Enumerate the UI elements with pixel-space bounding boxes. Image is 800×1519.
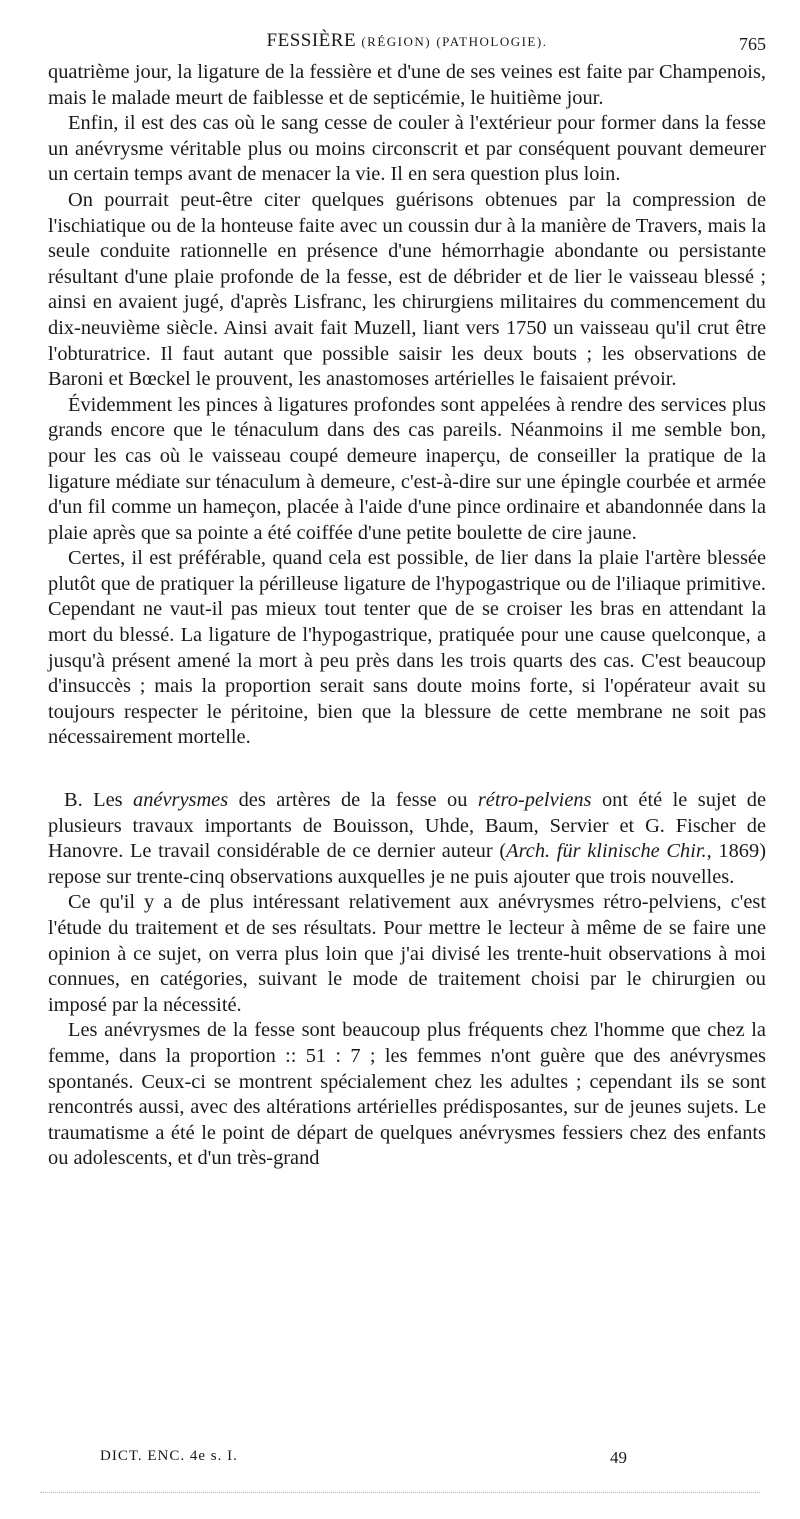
running-header bbox=[48, 30, 766, 58]
paragraph-3: On pourrait peut-être citer quelques guérisons obtenues par la compression de l'ischiatique ou de la honteuse faite avec un coussin dur à la manière de Travers, mais la seule conduite rationnelle en présence d'une hémorrhagie abondante ou persistante résultant d'une plaie profonde de la fesse, est de débrider et de lier le vaisseau blessé ; ainsi en avaient jugé, d'après Lisfranc, les chirurgiens militaires du commencement du dix-neuvième siècle. Ainsi avait fait Muzell, liant vers 1750 un vaisseau qu'il crut être l'obturatrice. Il faut autant que possible saisir les deux bouts ; les observations de Baroni et Bœckel le prouvent, les anastomoses artérielles le faisaient prévoir. bbox=[48, 188, 766, 391]
paragraph-7: Ce qu'il y a de plus intéressant relativement aux anévrysmes rétro-pelviens, c'est l'étude du traitement et de ses résultats. Pour mettre le lecteur à même de se faire une opinion à ce sujet, on verra plus loin que j'ai divisé les trente-huit observations à moi connues, en catégories, suivant le mode de traitement choisi par le chirurgien ou imposé par la nécessité. bbox=[48, 891, 766, 1016]
header-title-main: FESSIÈRE bbox=[266, 30, 357, 51]
p6-italic-retro-pelviens: rétro-pelviens bbox=[477, 789, 592, 812]
page-number: 765 bbox=[739, 34, 766, 54]
paragraph-6-section-b bbox=[48, 788, 766, 890]
header-title bbox=[48, 30, 766, 52]
paragraph-2: Enfin, il est des cas où le sang cesse de couler à l'extérieur pour former dans la fesse un anévrysme véritable plus ou moins circonscrit et par conséquent pouvant demeurer un certain temps avant de menacer la vie. Il en sera question plus loin. bbox=[48, 112, 766, 186]
paragraph-8: Les anévrysmes de la fesse sont beaucoup plus fréquents chez l'homme que chez la femme, dans la proportion :: 51 : 7 ; les femmes n'ont guère que des anévrysmes spontanés. Ceux-ci se montrent spécialement chez les adultes ; cependant ils se sont rencontrés aussi, avec des altérations artérielles prédisposantes, sur de jeunes sujets. Le traumatisme a été le point de départ de quelques anévrysmes fessiers chez des enfants ou adolescents, et d'un très-grand bbox=[48, 1019, 766, 1170]
footer-signature: DICT. ENC. 4e s. I. bbox=[100, 1448, 238, 1464]
header-title-pathology: (PATHOLOGIE). bbox=[436, 34, 548, 49]
p6-text-b: des artères de la fesse ou bbox=[228, 789, 478, 812]
p6-text-a: B. Les bbox=[64, 789, 134, 812]
paragraph-4: Évidemment les pinces à ligatures profondes sont appelées à rendre des services plus grands encore que le ténaculum dans des cas pareils. Néanmoins il me semble bon, pour les cas où le vaisseau coupé demeure inaperçu, de conseiller la pratique de la ligature médiate sur ténaculum à demeure, c'est-à-dire sur une épingle courbée et armée d'un fil comme un hameçon, placée à l'aide d'une pince ordinaire et abandonnée dans la plaie après que sa pointe a été coiffée d'une petite boulette de cire jaune. bbox=[48, 393, 766, 544]
paragraph-5: Certes, il est préférable, quand cela est possible, de lier dans la plaie l'artère blessée plutôt que de pratiquer la périlleuse ligature de l'hypogastrique ou de l'iliaque primitive. Cependant ne vaut-il pas mieux tout tenter que de se croiser les bras en attendant la mort du blessé. La ligature de l'hypogastrique, pratiquée pour une cause quelconque, a jusqu'à présent amené la mort à peu près dans les trois quarts des cas. C'est beaucoup d'insuccès ; mais la proportion serait sans doute moins forte, si l'opérateur avait su toujours respecter le péritoine, bien que la blessure de cette membrane ne soit pas nécessairement mortelle. bbox=[48, 547, 766, 749]
p6-italic-anevrysmes: anévrysmes bbox=[133, 789, 229, 812]
article-body bbox=[48, 60, 766, 1172]
p6-italic-citation: Arch. für klinische Chir. bbox=[506, 840, 707, 863]
p6-text-c: ont été le sujet de plusieurs travaux importants de Bouisson, Uhde, Baum, Servier et G. Fischer de Hanovre. Le travail considérable de ce dernier auteur ( bbox=[48, 789, 766, 863]
paragraph-1: quatrième jour, la ligature de la fessière et d'une de ses veines est faite par Champenois, mais le malade meurt de faiblesse et de septicémie, le huitième jour. bbox=[48, 61, 766, 109]
bottom-dotted-rule bbox=[40, 1492, 760, 1493]
p6-text-d: , 1869) repose sur trente-cinq observations auxquelles je ne puis ajouter que trois nouvelles. bbox=[48, 840, 766, 888]
page-footer bbox=[100, 1448, 660, 1472]
footer-sheet-number: 49 bbox=[610, 1448, 627, 1467]
header-title-region: (RÉGION) bbox=[361, 34, 432, 49]
